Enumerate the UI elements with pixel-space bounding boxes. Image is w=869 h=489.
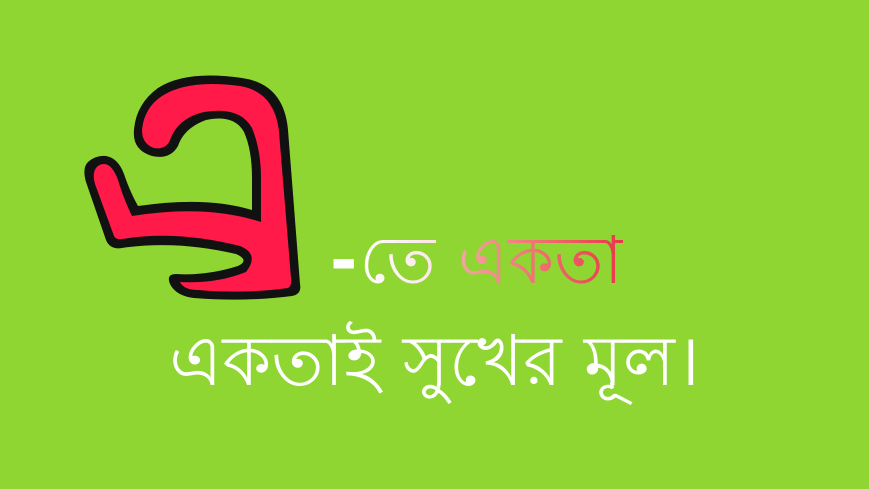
subtitle-sentence: একতাই সুখের মূল। (169, 320, 700, 402)
headline-dash: - (330, 222, 358, 299)
headline (330, 222, 623, 299)
big-letter-e-graphic (66, 70, 346, 310)
headline-connector: তে (359, 222, 436, 299)
big-letter-e-icon (66, 70, 346, 310)
headline-word: একতা (457, 222, 623, 299)
